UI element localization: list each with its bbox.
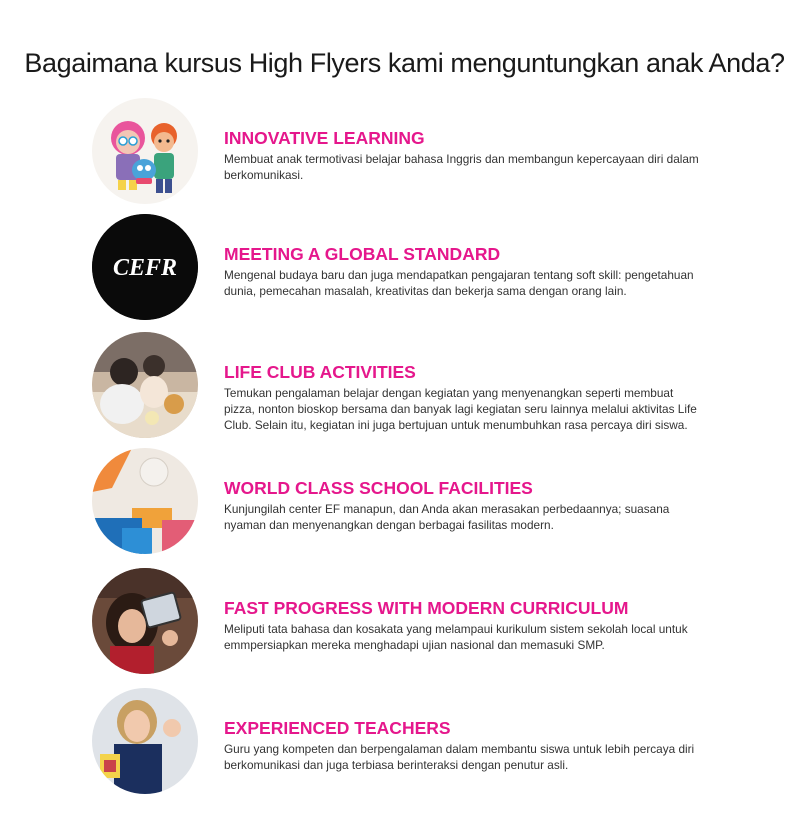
- feature-text: [224, 478, 704, 533]
- feature-description: Kunjungilah center EF manapun, dan Anda akan merasakan perbedaannya; suasana nyaman dan menyenangkan dengan berbagai fasilitas modern.: [224, 502, 670, 533]
- feature-text: [224, 128, 704, 183]
- cefr-badge: [92, 214, 198, 320]
- cartoon-characters-image: [92, 98, 198, 204]
- page-title: Bagaimana kursus High Flyers kami menguntungkan anak Anda?: [24, 48, 785, 79]
- feature-description: Membuat anak termotivasi belajar bahasa Inggris dan membangun kepercayaan diri dalam berkomunikasi.: [224, 152, 699, 183]
- cefr-badge-text: CEFR: [112, 255, 178, 281]
- feature-heading: MEETING A GLOBAL STANDARD: [224, 244, 501, 264]
- feature-school-facilities: [92, 448, 732, 558]
- feature-description: Temukan pengalaman belajar dengan kegiatan yang menyenangkan seperti membuat pizza, nonton bioskop bersama dan banyak lagi kegiatan seru lainnya melalui aktivitas Life Club. Selain itu, kegiatan ini juga bertujuan untuk menumbuhkan rasa percaya diri siswa.: [224, 386, 697, 433]
- feature-text: [224, 598, 704, 653]
- school-facility-photo: [92, 448, 198, 554]
- feature-text: [224, 244, 704, 299]
- teacher-photo: [92, 688, 198, 794]
- feature-description: Mengenal budaya baru dan juga mendapatkan pengajaran tentang soft skill: pengetahuan dunia, pemecahan masalah, kreativitas dan bekerja sama dengan orang lain.: [224, 268, 694, 299]
- feature-life-club: [92, 332, 732, 442]
- feature-heading: EXPERIENCED TEACHERS: [224, 718, 451, 738]
- feature-modern-curriculum: [92, 568, 732, 678]
- feature-heading: LIFE CLUB ACTIVITIES: [224, 362, 416, 382]
- feature-text: [224, 718, 704, 773]
- student-tablet-photo: [92, 568, 198, 674]
- feature-experienced-teachers: [92, 688, 732, 798]
- feature-text: [224, 362, 704, 434]
- feature-global-standard: [92, 214, 732, 324]
- children-activity-photo: [92, 332, 198, 438]
- feature-heading: INNOVATIVE LEARNING: [224, 128, 425, 148]
- feature-heading: FAST PROGRESS WITH MODERN CURRICULUM: [224, 598, 629, 618]
- feature-innovative-learning: [92, 98, 732, 208]
- feature-description: Meliputi tata bahasa dan kosakata yang melampaui kurikulum sistem sekolah local untuk emmpersiapkan mereka menghadapi ujian nasional dan memasuki SMP.: [224, 622, 688, 653]
- feature-description: Guru yang kompeten dan berpengalaman dalam membantu siswa untuk lebih percaya diri berkomunikasi dan juga terbiasa berinteraksi dengan penutur asli.: [224, 742, 695, 773]
- feature-heading: WORLD CLASS SCHOOL FACILITIES: [224, 478, 533, 498]
